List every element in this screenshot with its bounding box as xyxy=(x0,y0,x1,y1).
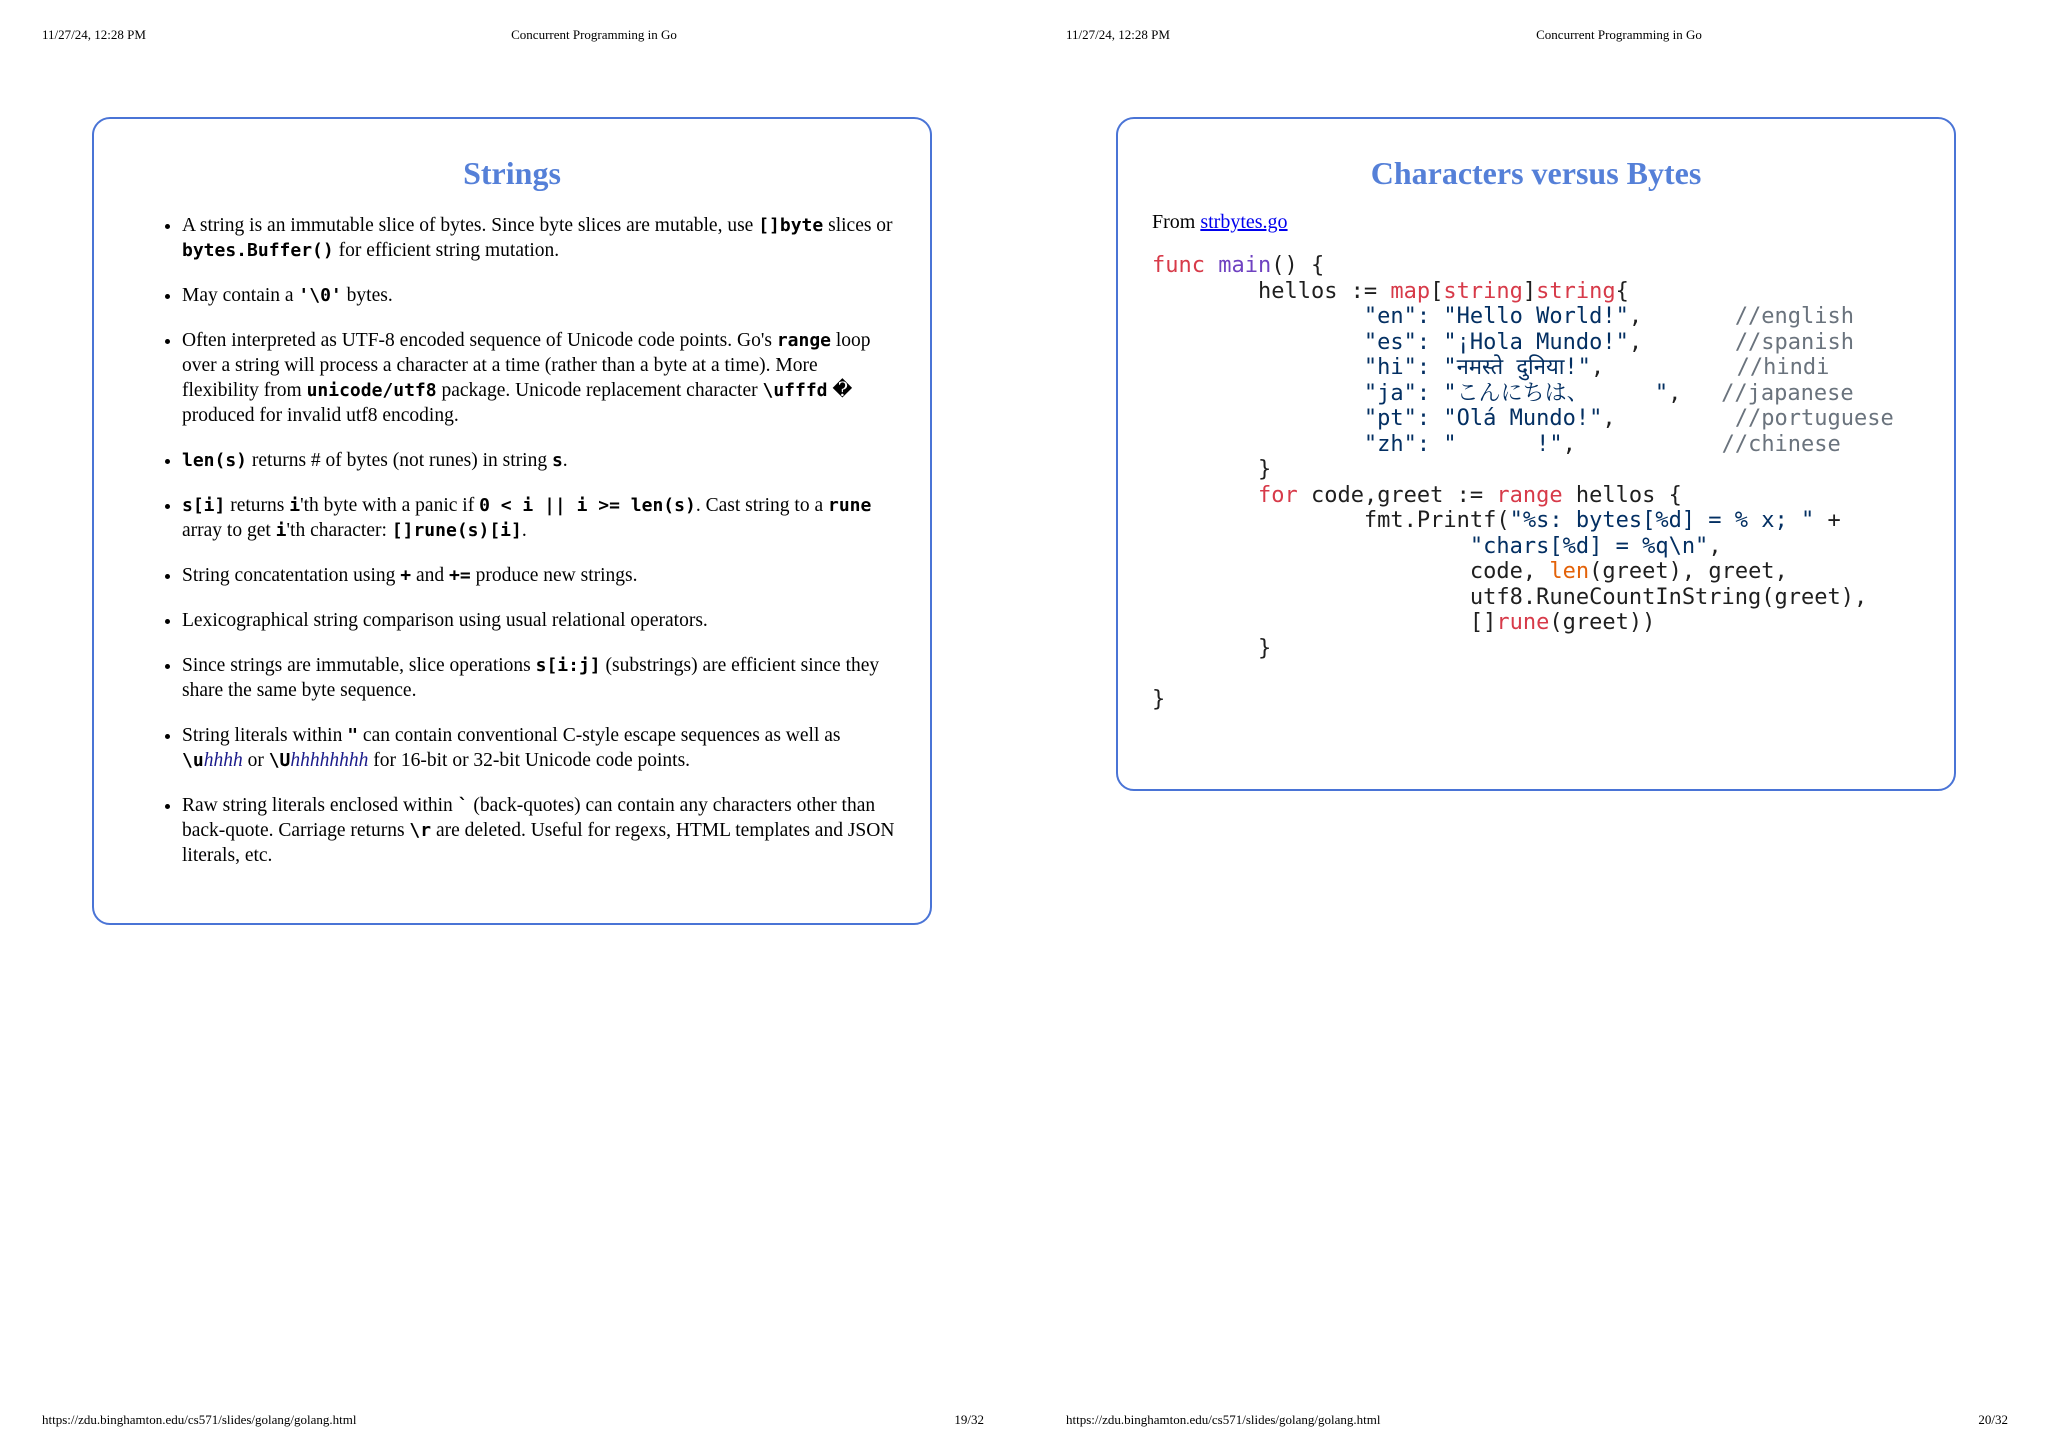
string-literal: "Olá Mundo!" xyxy=(1443,406,1603,431)
code: + xyxy=(400,565,412,586)
list-item xyxy=(182,448,896,473)
code: s xyxy=(551,450,563,471)
from-label: From xyxy=(1152,211,1201,233)
code: len(s) xyxy=(182,450,248,471)
slide-strings xyxy=(92,117,932,925)
slide-title: Strings xyxy=(463,155,561,191)
text: Lexicographical string comparison using usual relational operators. xyxy=(182,610,708,631)
code: ` xyxy=(457,795,469,816)
comment: //english xyxy=(1734,304,1855,329)
text: 'th character: xyxy=(286,520,392,541)
code-text: fmt.Printf( xyxy=(1363,508,1510,533)
code-text: } xyxy=(1152,686,1166,712)
text: or xyxy=(242,750,269,771)
code: " xyxy=(347,725,359,746)
code: []byte xyxy=(758,215,824,236)
code-text: [] xyxy=(1469,610,1497,635)
code: \r xyxy=(409,820,432,841)
list-item xyxy=(182,213,896,263)
keyword: func xyxy=(1152,253,1205,278)
right-page xyxy=(1024,0,2048,1447)
code-text: (greet)) xyxy=(1549,610,1656,635)
string-literal: "%s: bytes[%d] = % x; " xyxy=(1509,508,1815,533)
code: += xyxy=(449,565,471,586)
code-text: utf8.RuneCountInString(greet), xyxy=(1469,584,1868,610)
list-item xyxy=(182,283,896,308)
function-name: main xyxy=(1218,253,1272,278)
code: \u xyxy=(182,750,204,771)
string-literal: "Hello World!" xyxy=(1443,304,1629,329)
code-text: (greet), greet, xyxy=(1589,559,1788,584)
footer-page-number: 20/32 xyxy=(1978,1412,2008,1427)
code-text: hellos := xyxy=(1257,278,1391,304)
code: 0 < i || i >= len(s) xyxy=(479,495,696,516)
string-literal: "chars[%d] = %q\n" xyxy=(1469,533,1709,559)
footer-page-number: 19/32 xyxy=(954,1412,984,1427)
code-text: ] xyxy=(1522,278,1537,304)
list-item xyxy=(182,563,896,588)
slide-title: Characters versus Bytes xyxy=(1370,155,1702,191)
code-text: code,greet := xyxy=(1297,482,1497,508)
string-literal: "zh" xyxy=(1363,431,1417,457)
text: Raw string literals enclosed within xyxy=(182,795,458,816)
text: for 16-bit or 32-bit Unicode code points. xyxy=(368,750,691,771)
header-date: 11/27/24, 12:28 PM xyxy=(42,27,146,42)
text: A string is an immutable slice of bytes. Since byte slices are mutable, use xyxy=(182,215,759,236)
code: s[i:j] xyxy=(535,655,601,676)
code: s[i] xyxy=(182,495,226,516)
string-literal: "pt" xyxy=(1363,406,1417,431)
source-file-link[interactable]: strbytes.go xyxy=(1200,211,1288,233)
string-literal: "en" xyxy=(1363,304,1417,329)
text: May contain a xyxy=(182,285,299,306)
code: \ufffd xyxy=(762,380,828,401)
code-text: code, xyxy=(1469,559,1550,584)
string-literal: "es" xyxy=(1363,329,1417,355)
code: unicode/utf8 xyxy=(306,380,437,401)
header-title: Concurrent Programming in Go xyxy=(1536,27,1702,42)
code-text: hellos { xyxy=(1562,482,1682,508)
text: (substrings) are efficient since they share the same byte sequence. xyxy=(182,655,880,701)
comment: //portuguese xyxy=(1734,406,1894,431)
keyword: string xyxy=(1536,278,1616,304)
string-literal: "ja" xyxy=(1363,380,1417,406)
text: produce new strings. xyxy=(470,565,638,586)
keyword: range xyxy=(1496,482,1563,508)
code-text: [ xyxy=(1430,278,1444,304)
keyword: for xyxy=(1257,482,1298,508)
string-literal: " !" xyxy=(1443,431,1563,457)
code: rune xyxy=(828,495,872,516)
text: and xyxy=(411,565,450,586)
code-text: { xyxy=(1615,278,1629,304)
comment: //spanish xyxy=(1734,329,1855,355)
text: Often interpreted as UTF-8 encoded sequence of Unicode code points. Go's xyxy=(182,330,777,351)
slide-characters-vs-bytes xyxy=(1116,117,1956,791)
comment: //japanese xyxy=(1721,380,1854,406)
text: loop over a string will process a character at a time (rather than a byte at a time). More flexibility from xyxy=(182,330,871,401)
text: are deleted. Useful for regexs, HTML templates and JSON literals, etc. xyxy=(182,820,895,866)
header-date: 11/27/24, 12:28 PM xyxy=(1066,27,1170,42)
string-literal: "नमस्ते दुनिया!" xyxy=(1443,355,1591,380)
text: returns xyxy=(225,495,290,516)
code: i xyxy=(275,520,287,541)
text: slices or xyxy=(823,215,893,236)
code: bytes.Buffer() xyxy=(182,240,334,261)
code-text: } xyxy=(1257,457,1272,482)
footer-url: https://zdu.binghamton.edu/cs571/slides/golang/golang.html xyxy=(1066,1412,1381,1427)
code-text: () { xyxy=(1271,253,1325,278)
placeholder-text: hhhh xyxy=(203,750,243,771)
text: . xyxy=(562,450,568,471)
code-block: func main() { hellos := map[string]string{ "en": "Hello World!", //english "es": "¡Hola Mundo!", //spanish "hi": "नमस्ते दुनिया!", //hindi "ja": "こんにちは、 ", //japanese "pt": "Olá Mundo!", //portuguese "zh": " !", //chinese } for code,greet := range hellos { fmt.Printf("%s: bytes[%d] = % x; " + "chars[%d] = %q\n", code, len(greet), greet, utf8.RuneCountInString(greet), []rune(greet)) } } xyxy=(1152,253,1894,712)
string-literal: "hi" xyxy=(1363,355,1417,380)
list-item xyxy=(182,793,896,868)
text: . Cast string to a xyxy=(695,495,828,516)
text: returns # of bytes (not runes) in string xyxy=(247,450,552,471)
text: String concatentation using xyxy=(182,565,401,586)
list-item xyxy=(182,493,896,543)
bullet-list xyxy=(94,213,930,868)
text: package. Unicode replacement character xyxy=(436,380,763,401)
comment: //hindi xyxy=(1736,355,1830,380)
list-item xyxy=(182,723,896,773)
string-literal: "こんにちは、 " xyxy=(1443,380,1669,406)
code: range xyxy=(776,330,832,351)
code: \U xyxy=(268,750,291,771)
text: . xyxy=(521,520,527,541)
text: bytes. xyxy=(341,285,393,306)
text: array to get xyxy=(182,520,276,541)
string-literal: "¡Hola Mundo!" xyxy=(1443,329,1629,355)
code-text: + xyxy=(1814,508,1841,533)
code-text: } xyxy=(1257,635,1272,661)
text: Since strings are immutable, slice operations xyxy=(182,655,536,676)
code: []rune(s)[i] xyxy=(391,520,522,541)
keyword: map xyxy=(1390,278,1431,304)
replacement-char-icon: � xyxy=(832,380,853,401)
list-item xyxy=(182,328,896,428)
code: '\0' xyxy=(298,285,342,306)
text: for efficient string mutation. xyxy=(333,240,560,261)
text: can contain conventional C-style escape sequences as well as xyxy=(358,725,841,746)
footer-url: https://zdu.binghamton.edu/cs571/slides/golang/golang.html xyxy=(42,1412,357,1427)
placeholder-text: hhhhhhhh xyxy=(290,750,369,771)
code: i xyxy=(289,495,301,516)
text: produced for invalid utf8 encoding. xyxy=(182,405,459,426)
list-item xyxy=(182,608,896,633)
header-title: Concurrent Programming in Go xyxy=(511,27,677,42)
keyword: rune xyxy=(1496,610,1550,635)
text: (back-quotes) can contain any characters other than back-quote. Carriage returns xyxy=(182,795,876,841)
text: String literals within xyxy=(182,725,348,746)
keyword: string xyxy=(1443,278,1523,304)
builtin: len xyxy=(1549,559,1590,584)
source-line xyxy=(1152,209,1954,235)
comment: //chinese xyxy=(1721,431,1841,457)
text: 'th byte with a panic if xyxy=(300,495,480,516)
list-item xyxy=(182,653,896,703)
